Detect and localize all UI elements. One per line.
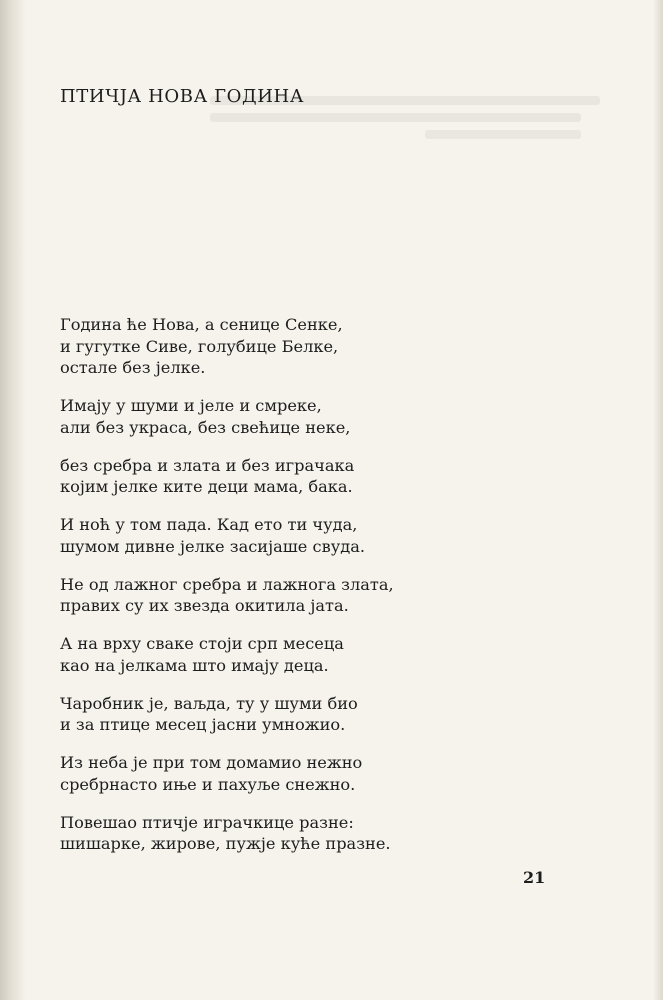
poem-body [60, 314, 620, 871]
page-number: 21 [523, 868, 546, 887]
poem-line: И ноћ у том пада. Кад ето ти чуда, [60, 515, 358, 534]
poem-line: Из неба је при том домамио нежно [60, 753, 363, 772]
stanza [60, 633, 620, 676]
stanza [60, 455, 620, 498]
binding-shadow [0, 0, 26, 1000]
page-edge [653, 0, 663, 1000]
stanza [60, 314, 620, 379]
poem-line: правих су их звезда окитила јата. [60, 596, 349, 615]
poem-line: без сребра и злата и без играчака [60, 455, 355, 475]
stanza [60, 574, 620, 617]
poem-line: Повешао птичје играчкице разне: [60, 812, 354, 832]
poem-line: шумом дивне јелке засијаше свуда. [60, 536, 366, 556]
poem-line: Година ће Нова, а сенице Сенке, [60, 315, 343, 334]
poem-line: и за птице месец јасни умножио. [60, 715, 346, 734]
poem-line: којим јелке ките деци мама, бака. [60, 477, 353, 496]
poem-line: као на јелкама што имају деца. [60, 655, 329, 675]
poem-line: сребрнасто иње и пахуље снежно. [60, 774, 356, 794]
poem-line: али без украса, без свећице неке, [60, 417, 351, 437]
poem-line: Не од лажног сребра и лажнога злата, [60, 574, 394, 594]
poem-line: шишарке, жирове, пужје куће празне. [60, 834, 391, 853]
poem-line: остале без јелке. [60, 358, 206, 377]
poem-line: Чаробник је, ваљда, ту у шуми био [60, 693, 358, 713]
stanza [60, 812, 620, 855]
poem-line: А на врху сваке стоји срп месеца [60, 634, 344, 653]
stanza [60, 752, 620, 795]
poem-line: и гугутке Сиве, голубице Белке, [60, 336, 339, 356]
poem-title: ПТИЧЈА НОВА ГОДИНА [60, 86, 305, 107]
poem-line: Имају у шуми и јеле и смреке, [60, 396, 322, 415]
stanza [60, 514, 620, 557]
stanza [60, 693, 620, 736]
stanza [60, 395, 620, 438]
